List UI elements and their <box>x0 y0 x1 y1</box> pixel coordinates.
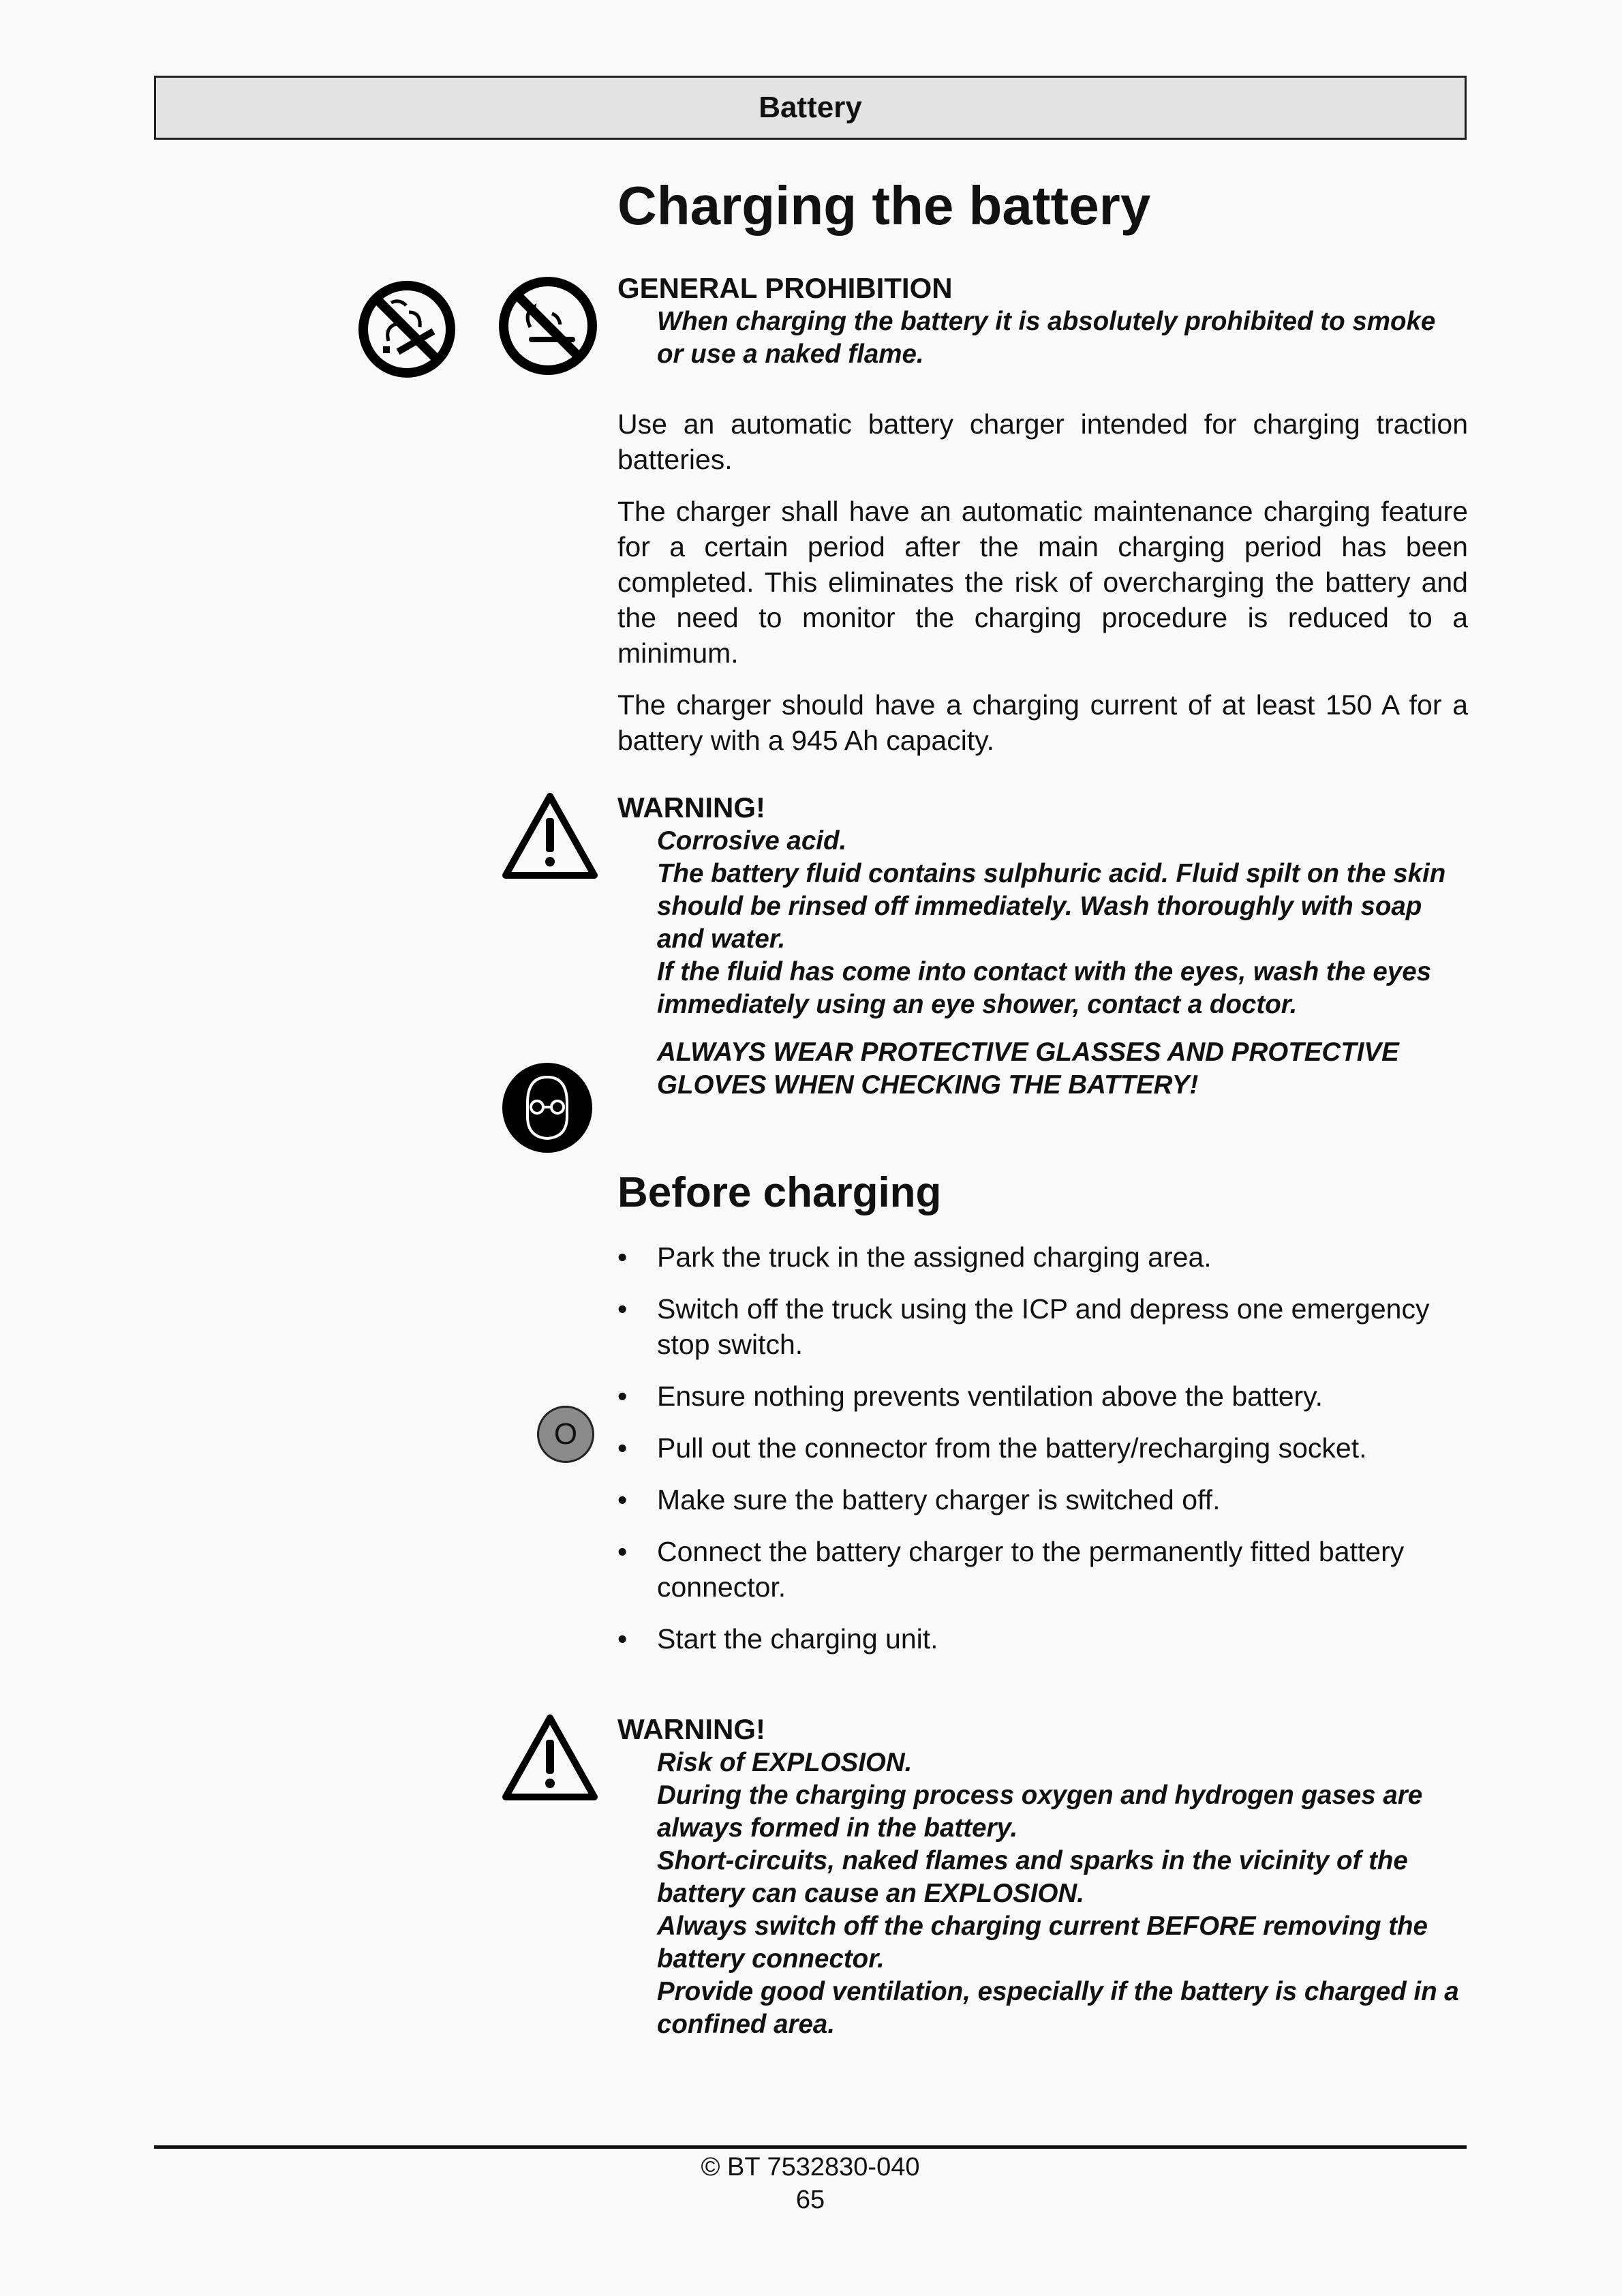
list-item: • Ensure nothing prevents ventilation above the battery. <box>617 1378 1468 1414</box>
warning-line: If the fluid has come into contact with the eyes, wash the eyes immediately using an eye shower, contact a doctor. <box>657 957 1432 1019</box>
prohibition-text: When charging the battery it is absolutely prohibited to smoke or use a naked flame. <box>657 307 1436 369</box>
no-open-flame-icon <box>496 274 600 378</box>
steps-list <box>617 1239 1468 1362</box>
key-off-symbol: O <box>553 1417 578 1451</box>
warning-line: Risk of EXPLOSION. <box>657 1748 913 1777</box>
list-item: • Park the truck in the assigned charging area. <box>617 1239 1468 1275</box>
footer-divider <box>154 2145 1467 2149</box>
list-item: • Connect the battery charger to the permanently fitted battery connector. <box>617 1534 1468 1605</box>
key-off-icon <box>537 1406 594 1463</box>
ppe-instruction: ALWAYS WEAR PROTECTIVE GLASSES AND PROTECTIVE GLOVES WHEN CHECKING THE BATTERY! <box>657 1038 1399 1100</box>
copyright-text: © BT 7532830-040 <box>701 2153 920 2181</box>
warning-line: Always switch off the charging current BEFORE removing the battery connector. <box>657 1912 1428 1974</box>
eye-protection-icon <box>502 1062 593 1153</box>
warning-line: Provide good ventilation, especially if the battery is charged in a confined area. <box>657 1977 1459 2039</box>
warning-label: WARNING! <box>617 791 765 824</box>
section-heading: Before charging <box>617 1169 942 1216</box>
warning-triangle-icon <box>500 791 600 881</box>
paragraph: Use an automatic battery charger intended for charging traction batteries. <box>617 408 1468 475</box>
no-smoking-icon <box>356 278 458 380</box>
warning-line: Short-circuits, naked flames and sparks in the vicinity of the battery can cause an EXPLOSION. <box>657 1846 1408 1908</box>
paragraph: The charger shall have an automatic maintenance charging feature for a certain period after the main charging period has been completed. This eliminates the risk of overcharging the battery and the need to monitor the charging procedure is reduced to a minimum. <box>617 496 1468 669</box>
warning-label: WARNING! <box>617 1713 765 1745</box>
page-footer <box>154 2151 1467 2216</box>
page-title-block <box>617 176 1468 236</box>
list-item: • Make sure the battery charger is switched off. <box>617 1482 1468 1517</box>
general-prohibition-block <box>617 271 1468 371</box>
acid-warning-block <box>617 791 1468 1102</box>
steps-list <box>617 1378 1468 1657</box>
paragraph: The charger should have a charging current of at least 150 A for a battery with a 945 Ah capacity. <box>617 689 1468 756</box>
section-header <box>154 76 1467 140</box>
explosion-warning-block <box>617 1712 1468 2041</box>
list-item: • Switch off the truck using the ICP and depress one emergency stop switch. <box>617 1291 1468 1362</box>
charger-requirements <box>617 406 1468 758</box>
list-item: • Start the charging unit. <box>617 1621 1468 1657</box>
page-title: Charging the battery <box>617 175 1151 236</box>
list-item: • Pull out the connector from the battery/recharging socket. <box>617 1430 1468 1466</box>
before-charging-section <box>617 1170 1468 1673</box>
warning-line: The battery fluid contains sulphuric acid. Fluid spilt on the skin should be rinsed off immediately. Wash thoroughly with soap and water. <box>657 859 1446 954</box>
warning-triangle-icon <box>500 1712 600 1802</box>
warning-line: During the charging process oxygen and hydrogen gases are always formed in the battery. <box>657 1781 1423 1843</box>
warning-line: Corrosive acid. <box>657 826 847 856</box>
section-title: Battery <box>759 91 862 124</box>
prohibition-label: GENERAL PROHIBITION <box>617 272 953 304</box>
page-number: 65 <box>795 2186 825 2214</box>
